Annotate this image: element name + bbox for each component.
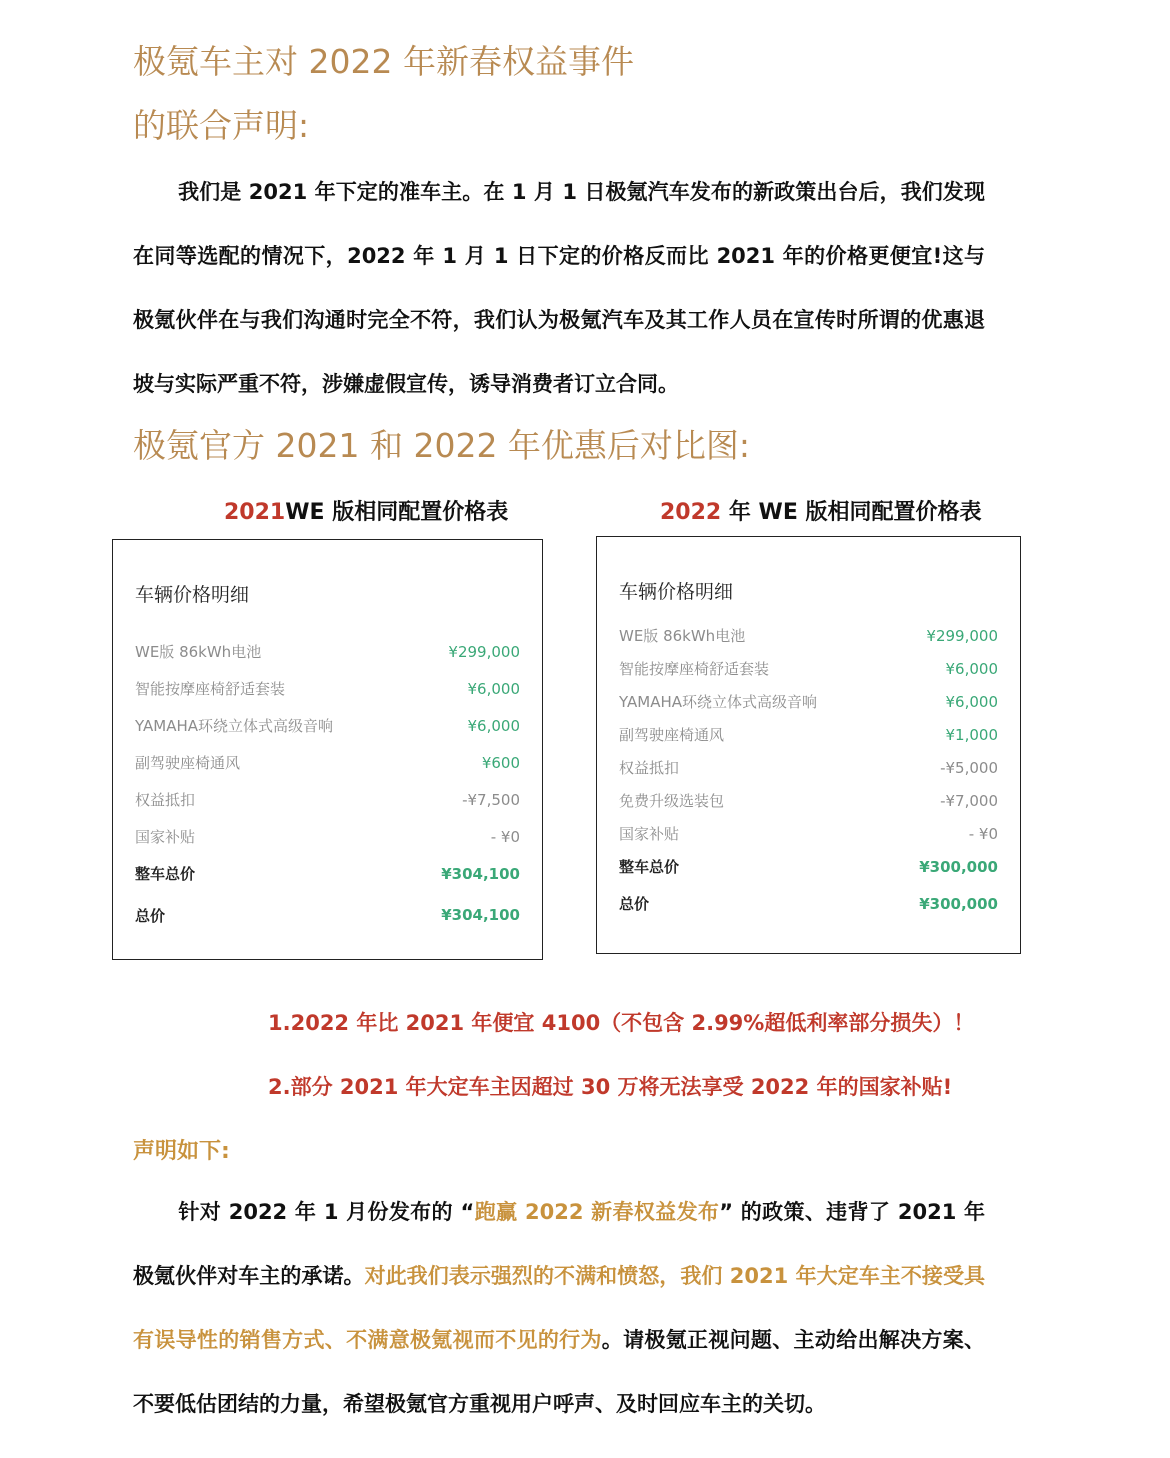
- table-2022-title-year: 2022: [660, 500, 722, 525]
- price-row-label: 权益抵扣: [135, 791, 196, 809]
- price-row-value: ¥6,000: [945, 659, 998, 678]
- table-2021-title-text: WE 版相同配置价格表: [285, 500, 509, 525]
- price-row-value: ¥6,000: [467, 716, 520, 735]
- price-row-label: 智能按摩座椅舒适套装: [619, 660, 770, 678]
- declaration-quote: 跑赢 2022 新春权益发布: [474, 1200, 720, 1224]
- price-row: [619, 784, 998, 817]
- declaration-highlight: 对此我们表示强烈的不满和愤怒，我们 2021 年大定车主不接受具有误导性的销售方式、不满意极氪视而不见的行为: [133, 1264, 985, 1352]
- price-row-label: WE版 86kWh电池: [619, 627, 746, 645]
- price-row-value: -¥7,500: [462, 790, 520, 809]
- price-row-value: ¥1,000: [945, 725, 998, 744]
- price-row: [619, 817, 998, 850]
- price-row-value: ¥6,000: [945, 692, 998, 711]
- price-row: [135, 670, 520, 707]
- intro-paragraph: [133, 160, 985, 416]
- price-rows-2021: [135, 633, 520, 938]
- price-row-value: ¥299,000: [448, 642, 520, 661]
- price-row-value: ¥304,100: [441, 864, 520, 883]
- note-price-difference: 1.2022 年比 2021 年便宜 4100（不包含 2.99%超低利率部分损失）！: [268, 1011, 975, 1035]
- price-row-label: WE版 86kWh电池: [135, 643, 262, 661]
- price-row-value: - ¥0: [968, 824, 998, 843]
- price-row: [135, 707, 520, 744]
- price-row-label: 智能按摩座椅舒适套装: [135, 680, 286, 698]
- price-row-label: 副驾驶座椅通风: [619, 726, 725, 744]
- table-2021-title: [224, 495, 508, 526]
- declaration-text-3: 。请极氪正视问题、主动给出解决方案、不要低估团结的力量，希望极氪官方重视用户呼声、及时回应车主的关切。: [133, 1328, 986, 1416]
- declaration-heading: 声明如下:: [133, 1139, 230, 1164]
- price-row-value: ¥299,000: [926, 626, 998, 645]
- price-row: [619, 718, 998, 751]
- price-row-value: ¥600: [481, 753, 520, 772]
- price-row-value: ¥300,000: [919, 857, 998, 876]
- price-row: [619, 652, 998, 685]
- price-row: [135, 744, 520, 781]
- price-row: [135, 818, 520, 855]
- price-row-value: - ¥0: [490, 827, 520, 846]
- price-row: [135, 633, 520, 670]
- price-row-total: [619, 883, 998, 924]
- price-row-label: 总价: [619, 895, 650, 913]
- price-row: [619, 685, 998, 718]
- price-row-total: [135, 855, 520, 892]
- price-row-value: ¥6,000: [467, 679, 520, 698]
- declaration-paragraph: [133, 1180, 985, 1436]
- price-rows-2022: [619, 619, 998, 924]
- table-2022-title-text: 年 WE 版相同配置价格表: [721, 500, 982, 525]
- price-row-label: YAMAHA环绕立体式高级音响: [619, 693, 818, 711]
- price-card-2022: [596, 536, 1021, 954]
- price-row-total: [135, 892, 520, 938]
- table-2021-title-year: 2021: [224, 500, 286, 525]
- price-row-label: YAMAHA环绕立体式高级音响: [135, 717, 334, 735]
- price-card-2021-heading: 车辆价格明细: [135, 584, 250, 606]
- table-2022-title: [660, 495, 982, 526]
- intro-text: 我们是 2021 年下定的准车主。在 1 月 1 日极氪汽车发布的新政策出台后，我们发现在同等选配的情况下，2022 年 1 月 1 日下定的价格反而比 2021 年的价格更便宜!这与极氪伙伴在与我们沟通时完全不符，我们认为极氪汽车及其工作人员在宣传时所谓的优惠退坡与实际严重不符，涉嫌虚假宣传，诱导消费者订立合同。: [133, 180, 985, 396]
- note-subsidy-loss: 2.部分 2021 年大定车主因超过 30 万将无法享受 2022 年的国家补贴!: [268, 1075, 953, 1099]
- price-row-label: 整车总价: [135, 865, 196, 883]
- price-row-value: -¥7,000: [940, 791, 998, 810]
- price-row-value: -¥5,000: [940, 758, 998, 777]
- price-row-total: [619, 850, 998, 883]
- title-line-2: 的联合声明:: [133, 106, 310, 145]
- title-line-1: 极氪车主对 2022 年新春权益事件: [133, 42, 634, 81]
- price-row-label: 副驾驶座椅通风: [135, 754, 241, 772]
- price-row-label: 免费升级选装包: [619, 792, 725, 810]
- price-row-value: ¥304,100: [441, 906, 520, 924]
- price-row: [135, 781, 520, 818]
- price-row-label: 权益抵扣: [619, 759, 680, 777]
- price-row-label: 整车总价: [619, 858, 680, 876]
- price-row-label: 总价: [135, 906, 166, 925]
- price-row: [619, 619, 998, 652]
- price-row-label: 国家补贴: [619, 825, 680, 843]
- declaration-text-1: 针对 2022 年 1 月份发布的 “: [178, 1200, 475, 1224]
- price-row: [619, 751, 998, 784]
- price-card-2021: [112, 539, 543, 960]
- price-card-2022-heading: 车辆价格明细: [619, 581, 734, 603]
- price-row-value: ¥300,000: [919, 894, 998, 913]
- price-row-label: 国家补贴: [135, 828, 196, 846]
- declaration-text-2: ” 的政策、违背了 2021 年极氪伙伴对车主的承诺。: [133, 1200, 985, 1288]
- comparison-heading: 极氪官方 2021 和 2022 年优惠后对比图:: [133, 426, 751, 465]
